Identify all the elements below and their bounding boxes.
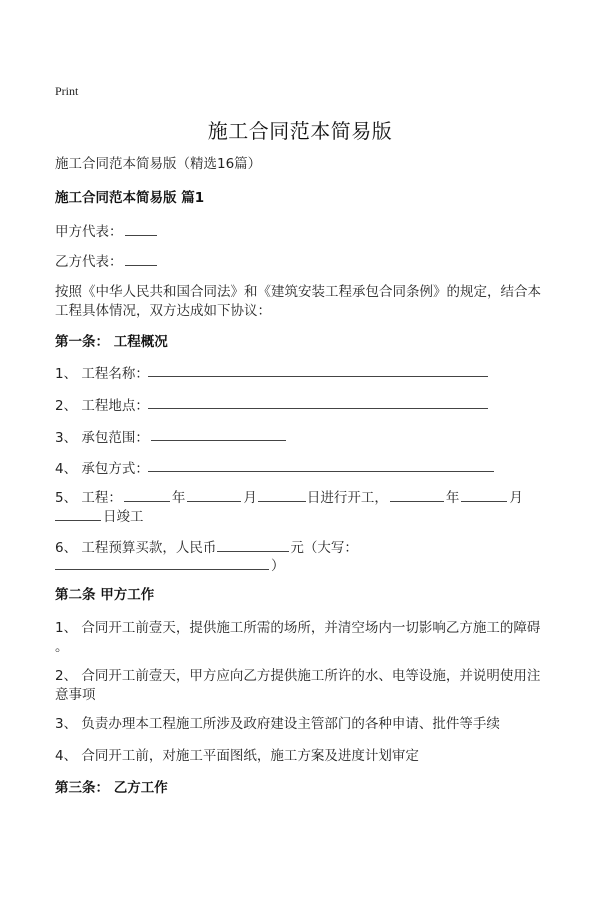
article-2-item-3: 3、 负责办理本工程施工所涉及政府建设主管部门的各种申请、批件等手续: [55, 716, 500, 732]
start-month-label: 月: [243, 490, 257, 506]
project-location-blank[interactable]: [148, 394, 488, 409]
article-2-heading: 第二条 甲方工作: [55, 587, 155, 603]
article-1-item-6-line-1: [55, 536, 358, 556]
article-1-item-5-line-1: [55, 486, 523, 506]
project-name-blank[interactable]: [148, 362, 488, 377]
article-1-item-4: [55, 457, 149, 477]
end-month-label: 月: [509, 490, 523, 506]
party-b-blank[interactable]: [125, 251, 157, 266]
end-year-blank[interactable]: [390, 487, 444, 502]
party-b-line: [55, 250, 157, 270]
budget-amount-blank[interactable]: [217, 537, 289, 552]
article-2-item-2-line-1: 2、 合同开工前壹天，甲方应向乙方提供施工所许的水、电等设施，并说明使用注: [55, 668, 541, 684]
end-year-label: 年: [445, 490, 460, 506]
budget-prefix: 6、 工程预算买款，人民币: [55, 540, 217, 556]
document-subtitle: 施工合同范本简易版（精选16篇）: [55, 156, 262, 172]
budget-unit: 元（大写：: [290, 540, 358, 556]
article-2-item-2-line-2: 意事项: [55, 687, 96, 703]
article-1-item-2: [55, 394, 149, 414]
end-month-blank[interactable]: [461, 487, 507, 502]
schedule-prefix: 5、 工程：: [55, 490, 122, 506]
start-year-blank[interactable]: [124, 487, 170, 502]
party-a-blank[interactable]: [125, 221, 157, 236]
party-a-label: 甲方代表：: [55, 224, 123, 240]
print-label[interactable]: Print: [55, 84, 79, 98]
start-text: 日进行开工，: [306, 490, 388, 506]
start-month-blank[interactable]: [187, 487, 241, 502]
article-1-item-5-line-2: [55, 505, 144, 525]
contract-scope-label: 3、 承包范围：: [55, 430, 149, 446]
end-day-blank[interactable]: [55, 506, 101, 521]
intro-line-2: 工程具体情况，双方达成如下协议：: [55, 303, 271, 319]
article-3-heading: 第三条： 乙方工作: [55, 780, 168, 796]
document-title: 施工合同范本简易版: [207, 119, 393, 143]
contract-method-label: 4、 承包方式：: [55, 461, 149, 477]
contract-method-blank[interactable]: [148, 457, 494, 472]
article-1-item-3: [55, 426, 149, 446]
project-location-label: 2、 工程地点：: [55, 398, 149, 414]
start-day-blank[interactable]: [258, 487, 306, 502]
party-a-line: [55, 220, 157, 240]
budget-words-blank[interactable]: [55, 555, 269, 570]
article-2-item-4: 4、 合同开工前，对施工平面图纸，施工方案及进度计划审定: [55, 748, 419, 764]
contract-scope-blank[interactable]: [151, 426, 286, 441]
section-title: 施工合同范本简易版 篇1: [55, 190, 205, 206]
article-1-heading: 第一条： 工程概况: [55, 334, 168, 350]
intro-line-1: 按照《中华人民共和国合同法》和《建筑安装工程承包合同条例》的规定，结合本: [55, 284, 541, 300]
article-2-item-1-line-2: 。: [55, 639, 69, 655]
article-2-item-1-line-1: 1、 合同开工前壹天，提供施工所需的场所，并清空场内一切影响乙方施工的障碍: [55, 620, 541, 636]
article-1-item-1: [55, 362, 149, 382]
project-name-label: 1、 工程名称：: [55, 366, 149, 382]
budget-close: ）: [271, 558, 285, 574]
party-b-label: 乙方代表：: [55, 254, 123, 270]
start-year-label: 年: [171, 490, 186, 506]
end-text: 日竣工: [103, 509, 144, 525]
article-1-item-6-line-2: [55, 554, 285, 574]
